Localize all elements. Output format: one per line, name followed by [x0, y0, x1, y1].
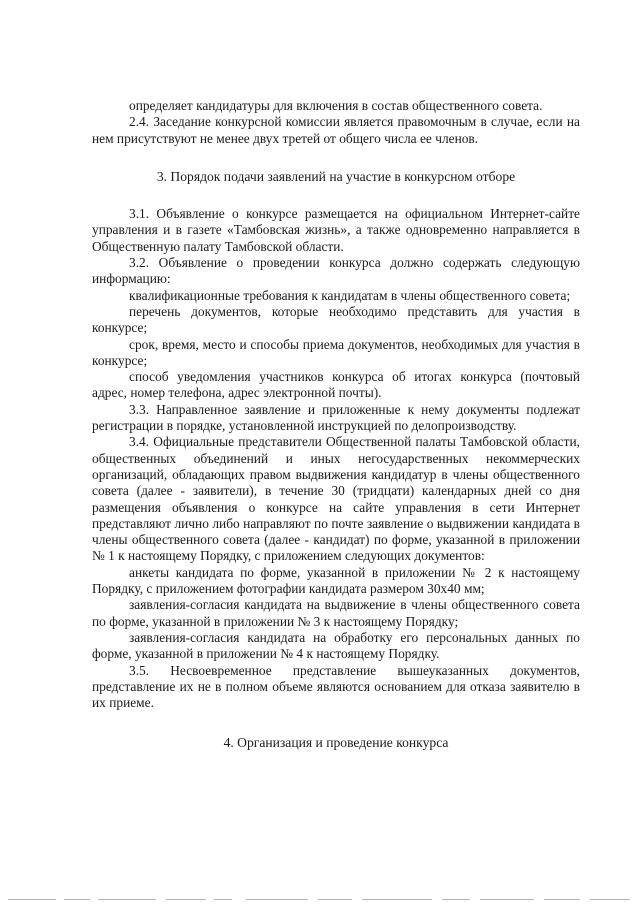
paragraph: определяет кандидатуры для включения в состав общественного совета. — [129, 98, 543, 113]
section-3-heading: 3. Порядок подачи заявлений на участие в конкурсном отборе — [156, 168, 516, 184]
list-item: способ уведомления участников конкурса об итогах конкурса (почтовый адрес, номер телефона, адрес электронной почты). — [92, 369, 580, 401]
paragraph-3-1: 3.1. Объявление о конкурсе размещается на официальном Интернет-сайте управления и в газете «Тамбовская жизнь», а также одновременно направляется в Общественную палату Тамбовской области. — [92, 206, 580, 254]
list-item: срок, время, место и способы приема документов, необходимых для участия в конкурсе; — [92, 336, 580, 368]
list-item: заявления-согласия кандидата на выдвижение в члены общественного совета по форме, указанной в приложении № 3 к настоящему Порядку; — [92, 597, 580, 629]
scan-edge-artifact — [0, 897, 640, 903]
paragraph-3-2: 3.2. Объявление о проведении конкурса должно содержать следующую информацию: — [92, 255, 580, 287]
paragraph-3-5: 3.5. Несвоевременное представление вышеуказанных документов, представление их не в полном объеме являются основанием для отказа заявителю в их приеме. — [92, 662, 580, 711]
list-item: анкеты кандидата по форме, указанной в приложении № 2 к настоящему Порядку, с приложением фотографии кандидата размером 30х40 мм; — [92, 564, 580, 597]
list-item: квалификационные требования к кандидатам в члены общественного совета; — [129, 287, 571, 303]
list-item: перечень документов, которые необходимо представить для участия в конкурсе; — [92, 303, 580, 336]
paragraph-3-3: 3.3. Направленное заявление и приложенные к нему документы подлежат регистрации в порядке, установленной инструкцией по делопроизводству. — [92, 401, 580, 434]
list-item: заявления-согласия кандидата на обработку его персональных данных по форме, указанной в приложении № 4 к настоящему Порядку. — [92, 629, 580, 662]
section-4-heading: 4. Организация и проведение конкурса — [223, 735, 449, 751]
paragraph: 2.4. Заседание конкурсной комиссии является правомочным в случае, если на нем присутствуют не менее двух третей от общего числа ее членов. — [92, 114, 580, 146]
document-page — [92, 98, 580, 752]
paragraph-3-4: 3.4. Официальные представители Общественной палаты Тамбовской области, общественных объединений и иных негосударственных некоммерческих организаций, обладающих правом выдвижения кандидатур в члены общественного совета (далее - заявители), в течение 30 (тридцати) календарных дней со дня размещения объявления о конкурсе на сайте управления в сети Интернет представляют лично либо направляют по почте заявление о выдвижении кандидата в члены общественного совета (далее - кандидат) по форме, указанной в приложении № 1 к настоящему Порядку, с приложением следующих документов: — [92, 434, 580, 564]
